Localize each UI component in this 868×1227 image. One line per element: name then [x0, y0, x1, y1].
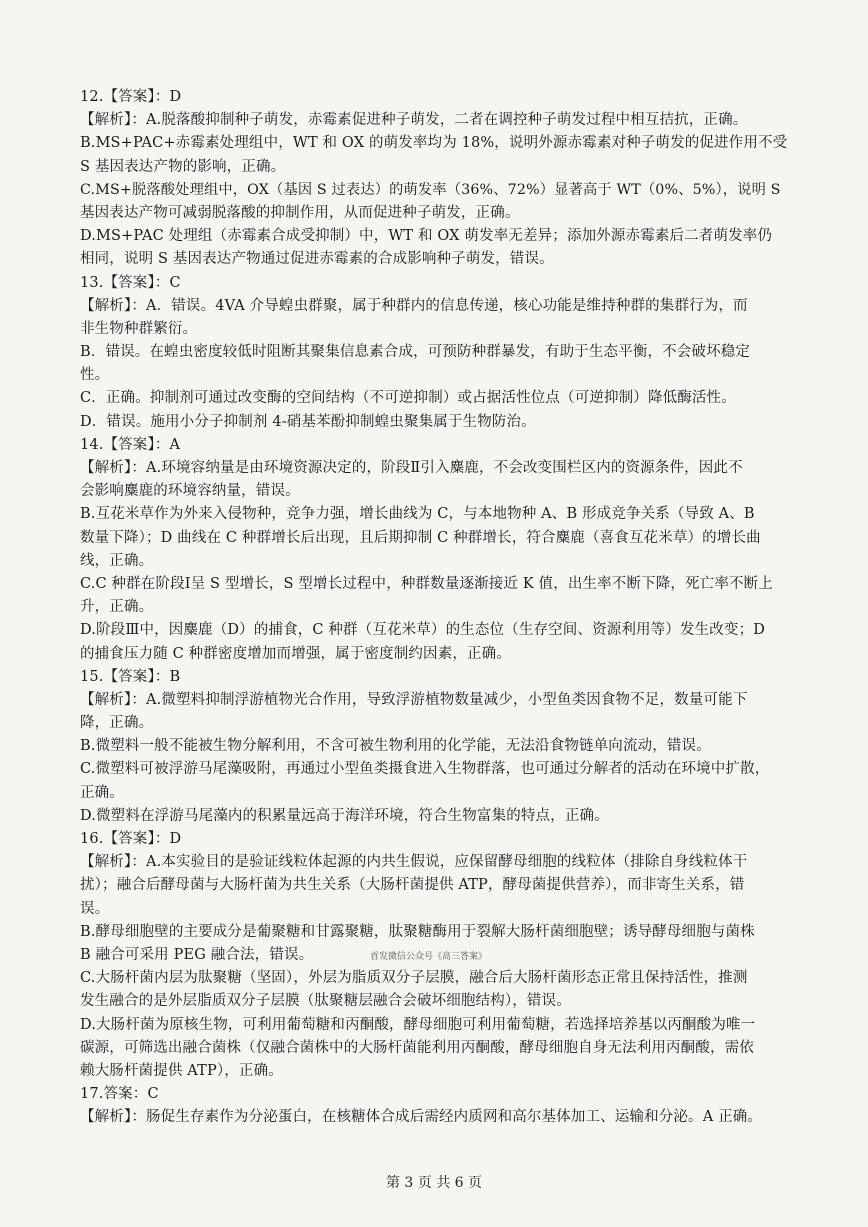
- text-line: 数量下降）；D 曲线在 C 种群增长后出现，且后期抑制 C 种群增长，符合麋鹿（喜食互花米草）的增长曲: [80, 529, 761, 546]
- text-line: 17.答案：C: [80, 1086, 159, 1103]
- text-line: C．正确。抑制剂可通过改变酶的空间结构（不可逆抑制）或占据活性位点（可逆抑制）降低酶活性。: [80, 390, 736, 407]
- watermark: 首发微信公众号《高三答案》: [370, 952, 488, 962]
- text-line: 碳源，可筛选出融合菌株（仅融合菌株中的大肠杆菌能利用丙酮酸，酵母细胞自身无法利用丙酮酸，需依: [80, 1039, 754, 1056]
- text-line: 14.【答案】：A: [80, 436, 181, 453]
- text-line: 性。: [80, 367, 110, 384]
- text-line: 【解析】：A．错误。4VA 介导蝗虫群聚，属于种群内的信息传递，核心功能是维持种群的集群行为，而: [80, 297, 748, 314]
- text-line: S 基因表达产物的影响，正确。: [80, 158, 286, 175]
- text-line: B 融合可采用 PEG 融合法，错误。: [80, 946, 314, 963]
- text-line: D.MS+PAC 处理组（赤霉素合成受抑制）中，WT 和 OX 萌发率无差异；添加外源赤霉素后二者萌发率仍: [80, 228, 773, 245]
- text-line: 【解析】：A.微塑料抑制浮游植物光合作用，导致浮游植物数量减少，小型鱼类因食物不足，数量可能下: [80, 691, 748, 708]
- text-line: D．错误。施用小分子抑制剂 4-硝基苯酚抑制蝗虫聚集属于生物防治。: [80, 413, 536, 430]
- text-line: 赖大肠杆菌提供 ATP），正确。: [80, 1062, 283, 1079]
- text-line: B.微塑料一般不能被生物分解利用，不含可被生物利用的化学能，无法沿食物链单向流动，错误。: [80, 738, 711, 755]
- text-line: 16.【答案】：D: [80, 831, 182, 847]
- text-line: B.MS+PAC+赤霉素处理组中，WT 和 OX 的萌发率均为 18%，说明外源赤霉素对种子萌发的促进作用不受: [80, 135, 788, 152]
- text-line: 基因表达产物可减弱脱落酸的抑制作用，从而促进种子萌发，正确。: [80, 204, 520, 221]
- text-line: 【解析】：A.脱落酸抑制种子萌发，赤霉素促进种子萌发，二者在调控种子萌发过程中相互拮抗，正确。: [80, 112, 748, 129]
- text-line: 【解析】：肠促生存素作为分泌蛋白，在核糖体合成后需经内质网和高尔基体加工、运输和分泌。A 正确。: [80, 1109, 763, 1126]
- text-line: 【解析】：A.环境容纳量是由环境资源决定的，阶段Ⅱ引入麋鹿，不会改变围栏区内的资源条件，因此不: [80, 460, 743, 476]
- text-line: 相同，说明 S 基因表达产物通过促进赤霉素的合成影响种子萌发，错误。: [80, 251, 554, 268]
- text-line: 误。: [80, 900, 110, 917]
- text-line: C.大肠杆菌内层为肽聚糖（坚固），外层为脂质双分子层膜，融合后大肠杆菌形态正常且保持活性，推测: [80, 970, 748, 987]
- text-line: B.酵母细胞壁的主要成分是葡聚糖和甘露聚糖，肽聚糖酶用于裂解大肠杆菌细胞壁；诱导酵母细胞与菌株: [80, 923, 755, 940]
- text-line: C.MS+脱落酸处理组中，OX（基因 S 过表达）的萌发率（36%、72%）显著高于 WT（0%、5%），说明 S: [80, 181, 781, 198]
- text-line: D.阶段Ⅲ中，因麋鹿（D）的捕食，C 种群（互花米草）的生态位（生存空间、资源利用等）发生改变；D: [80, 622, 766, 639]
- text-line: B．错误。在蝗虫密度较低时阻断其聚集信息素合成，可预防种群暴发，有助于生态平衡，不会破坏稳定: [80, 344, 751, 361]
- text-line: D.微塑料在浮游马尾藻内的积累量远高于海洋环境，符合生物富集的特点，正确。: [80, 807, 609, 824]
- text-line: D.大肠杆菌为原核生物，可利用葡萄糖和丙酮酸，酵母细胞可利用葡萄糖，若选择培养基以丙酮酸为唯一: [80, 1016, 756, 1033]
- text-line: C.C 种群在阶段Ⅰ呈 S 型增长，S 型增长过程中，种群数量逐渐接近 K 值，出生率不断下降，死亡率不断上: [80, 575, 773, 592]
- text-line: 会影响麋鹿的环境容纳量，错误。: [80, 483, 300, 500]
- text-line: 非生物种群繁衍。: [80, 320, 198, 337]
- text-line: 线，正确。: [80, 552, 154, 569]
- text-line: 正确。: [80, 784, 124, 801]
- text-line: 发生融合的是外层脂质双分子层膜（肽聚糖层融合会破坏细胞结构），错误。: [80, 993, 571, 1010]
- text-line: 12.【答案】：D: [80, 89, 182, 105]
- text-line: 升，正确。: [80, 599, 154, 616]
- text-line: C.微塑料可被浮游马尾藻吸附，再通过小型鱼类摄食进入生物群落，也可通过分解者的活动在环境中扩散，: [80, 761, 770, 778]
- text-line: 13.【答案】：C: [80, 274, 181, 291]
- text-line: 15.【答案】：B: [80, 668, 181, 685]
- text-line: 的捕食压力随 C 种群密度增加而增强，属于密度制约因素，正确。: [80, 645, 511, 662]
- text-line: 【解析】：A.本实验目的是验证线粒体起源的内共生假说，应保留酵母细胞的线粒体（排除自身线粒体干: [80, 854, 748, 871]
- text-line: 降，正确。: [80, 715, 154, 732]
- text-line: 扰）；融合后酵母菌与大肠杆菌为共生关系（大肠杆菌提供 ATP，酵母菌提供营养），而非寄生关系，错: [80, 877, 745, 894]
- text-line: B.互花米草作为外来入侵物种，竞争力强，增长曲线为 C，与本地物种 A、B 形成竞争关系（导致 A、B: [80, 506, 755, 523]
- answer-explanation-text: [80, 86, 792, 1129]
- page-footer: 第 3 页 共 6 页: [385, 1175, 483, 1191]
